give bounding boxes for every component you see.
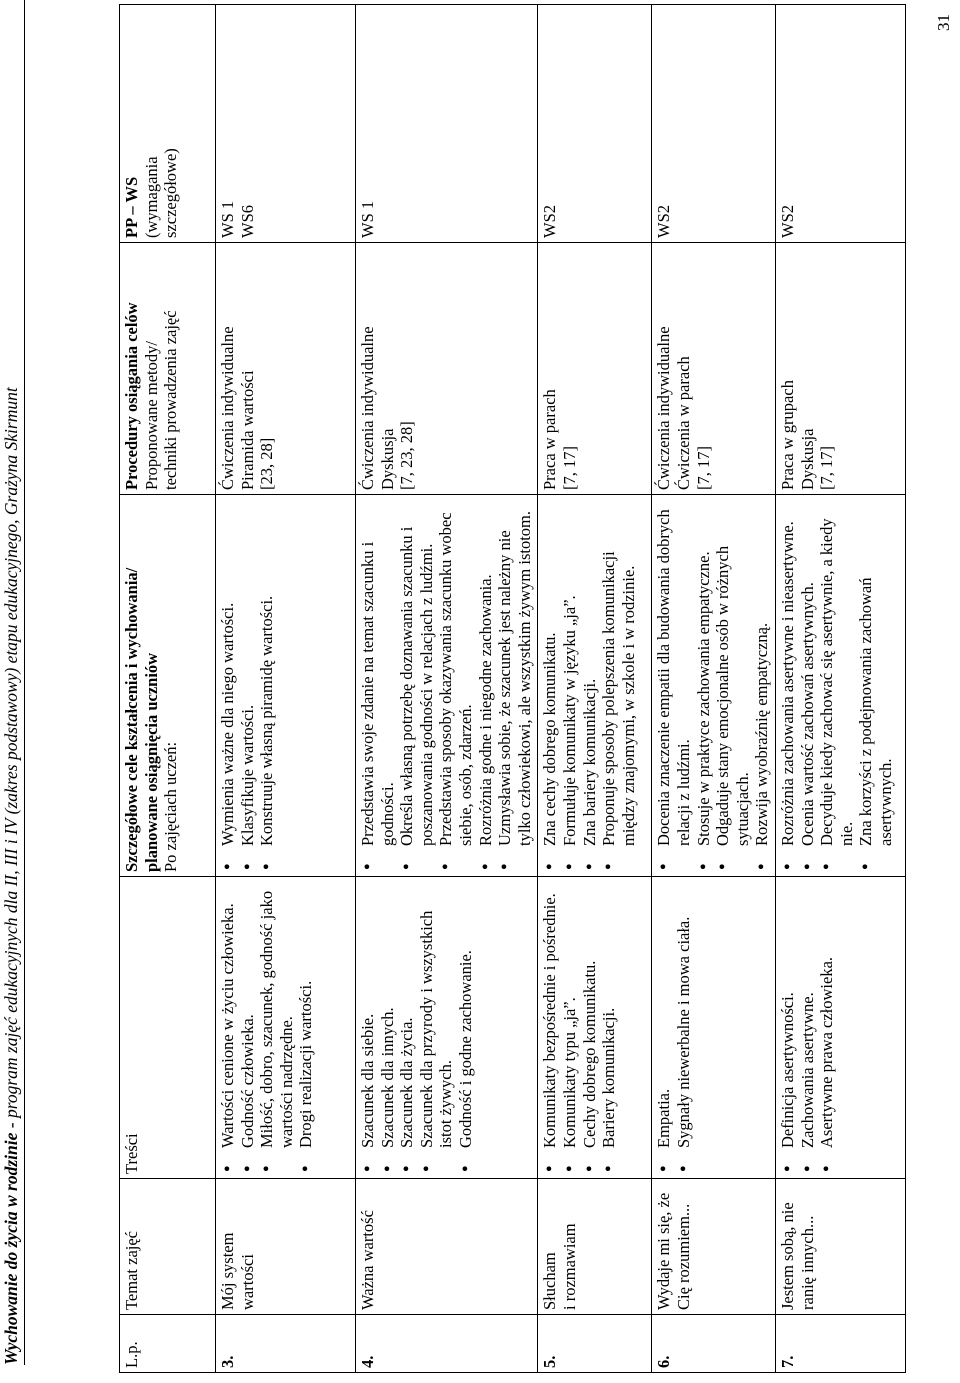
cell-procedures: Praca w grupach Dyskusja [7, 17] [775, 243, 905, 495]
table-row [356, 5, 538, 1373]
running-header [0, 0, 24, 1365]
col-header-procedures [120, 243, 216, 495]
cell-lp: 3. [216, 1315, 356, 1373]
content-list [654, 881, 693, 1174]
cell-procedures: Ćwiczenia indywidualne Dyskusja [7, 23, 28] [356, 243, 538, 495]
table-row [775, 5, 905, 1373]
goals-item: ● Docenia znaczenie empatii dla budowania dobrych relacji z ludźmi. [654, 499, 693, 872]
content-item: ● Definicja asertywności. [778, 881, 798, 1174]
cell-content [356, 877, 538, 1179]
content-item: ● Cechy dobrego komunikatu. [580, 881, 600, 1174]
goals-item: ● Ocenia wartość zachowań asertywnych. [798, 499, 818, 872]
cell-lp: 5. [538, 1315, 652, 1373]
content-item: ● Sygnały niewerbalne i mowa ciała. [674, 881, 694, 1174]
cell-procedures: Ćwiczenia indywidualne Ćwiczenia w parach [7, 17] [652, 243, 776, 495]
goals-item: ● Zna cechy dobrego komunikatu. [540, 499, 560, 872]
goals-item: ● Rozróżnia godne i niegodne zachowania. [476, 499, 496, 872]
cell-pp: WS 1 [356, 5, 538, 243]
cell-topic: Wydaje mi się, że Cię rozumiem... [652, 1179, 776, 1315]
goals-item: ● Określa własną potrzebę doznawania szacunku i poszanowania godności w relacjach z ludźmi. [397, 499, 436, 872]
col-header-goals [120, 495, 216, 877]
goals-item: ● Formułuje komunikaty w języku „ja”. [560, 499, 580, 872]
cell-topic: Mój system wartości [216, 1179, 356, 1315]
cell-topic: Słucham i rozmawiam [538, 1179, 652, 1315]
goals-list [358, 499, 534, 872]
content-item: ● Komunikaty bezpośrednie i pośrednie. [540, 881, 560, 1174]
content-item: ● Zachowania asertywne. [798, 881, 818, 1174]
content-item: ● Asertywne prawa człowieka. [817, 881, 837, 1174]
table-row [652, 5, 776, 1373]
col-header-pp [120, 5, 216, 243]
col-header-lp: L.p. [120, 1315, 216, 1373]
content-item: ● Szacunek dla innych. [378, 881, 398, 1174]
cell-goals [216, 495, 356, 877]
goals-list [654, 499, 772, 872]
goals-list [540, 499, 638, 872]
cell-procedures: Ćwiczenia indywidualne Piramida wartości [23, 28] [216, 243, 356, 495]
goals-item: ● Uzmysławia sobie, że szacunek jest należny nie tylko człowiekowi, ale wszystkim żywym istotom. [495, 499, 534, 872]
cell-topic: Jestem sobą, nie ranię innych... [775, 1179, 905, 1315]
header-title-bold: Wychowanie do życia w rodzinie [1, 1132, 21, 1365]
goals-item: ● Konstruuje własną piramidę wartości. [257, 499, 277, 872]
curriculum-table [119, 4, 906, 1373]
goals-header-line2: planowane osiągnięcia uczniów [141, 652, 161, 872]
content-item: ● Godność i godne zachowanie. [456, 881, 476, 1174]
goals-item: ● Decyduje kiedy zachować się asertywnie, a kiedy nie. [817, 499, 856, 872]
goals-item: ● Klasyfikuje wartości. [238, 499, 258, 872]
cell-goals [356, 495, 538, 877]
content-item: ● Szacunek dla przyrody i wszystkich istot żywych. [417, 881, 456, 1174]
header-title-rest: - program zajęć edukacyjnych dla II, III i IV (zakres podstawowy) etapu edukacyjnego, [1, 515, 21, 1133]
goals-item: ● Rozróżnia zachowania asertywne i nieasertywne. [778, 499, 798, 872]
cell-lp: 6. [652, 1315, 776, 1373]
table-body [216, 5, 906, 1373]
pp-header-line2: (wymagania [141, 156, 161, 238]
content-item: ● Szacunek dla życia. [397, 881, 417, 1174]
goals-list [778, 499, 896, 872]
cell-content [652, 877, 776, 1179]
content-item: ● Godność człowieka. [238, 881, 258, 1174]
procedures-header-line1: Procedury osiągania celów [122, 302, 141, 490]
cell-content [216, 877, 356, 1179]
goals-list [218, 499, 277, 872]
pp-header-line1: PP – WS [122, 176, 141, 238]
content-item: ● Miłość, dobro, szacunek, godność jako wartości nadrzędne. [257, 881, 296, 1174]
content-list [218, 881, 316, 1174]
goals-item: ● Proponuje sposoby polepszenia komunikacji między znajomymi, w szkole i w rodzinie. [599, 499, 638, 872]
cell-procedures: Praca w parach [7, 17] [538, 243, 652, 495]
content-item: ● Drogi realizacji wartości. [296, 881, 316, 1174]
goals-item: ● Zna bariery komunikacji. [580, 499, 600, 872]
goals-item: ● Zna korzyści z podejmowania zachowań asertywnych. [856, 499, 895, 872]
table-row [216, 5, 356, 1373]
cell-lp: 4. [356, 1315, 538, 1373]
cell-topic: Ważna wartość [356, 1179, 538, 1315]
cell-pp: WS2 [538, 5, 652, 243]
goals-item: ● Stosuje w praktyce zachowania empatyczne. [694, 499, 714, 872]
goals-item: ● Odgaduje stany emocjonalne osób w różnych sytuacjach. [713, 499, 752, 872]
cell-goals [652, 495, 776, 877]
header-author: Grażyna Skirmunt [1, 387, 21, 516]
goals-header-line3: Po zajęciach uczeń: [161, 741, 181, 872]
goals-item: ● Przedstawia sposoby okazywania szacunku wobec siebie, osób, zdarzeń. [436, 499, 475, 872]
procedures-header-line2: Proponowane metody/ [141, 341, 161, 490]
table-row [538, 5, 652, 1373]
content-item: ● Szacunek dla siebie. [358, 881, 378, 1174]
goals-item: ● Przedstawia swoje zdanie na temat szacunku i godności. [358, 499, 397, 872]
procedures-header-line3: techniki prowadzenia zajęć [161, 310, 181, 490]
content-item: ● Wartości cenione w życiu człowieka. [218, 881, 238, 1174]
cell-content [775, 877, 905, 1179]
content-item: ● Komunikaty typu „ja”. [560, 881, 580, 1174]
content-list [540, 881, 618, 1174]
pp-header-line3: szczegółowe) [161, 148, 181, 238]
content-item: ● Empatia. [654, 881, 674, 1174]
cell-pp: WS2 [775, 5, 905, 243]
goals-item: ● Rozwija wyobraźnię empatyczną. [752, 499, 772, 872]
col-header-topic: Temat zajęć [120, 1179, 216, 1315]
header-rule [24, 0, 25, 1365]
goals-header-line1: Szczegółowe cele kształcenia i wychowania/ [122, 567, 141, 872]
table-header-row [120, 5, 216, 1373]
content-list [778, 881, 837, 1174]
goals-item: ● Wymienia ważne dla niego wartości. [218, 499, 238, 872]
page-number: 31 [934, 14, 953, 31]
cell-pp: WS2 [652, 5, 776, 243]
content-list [358, 881, 476, 1174]
cell-goals [775, 495, 905, 877]
col-header-content: Treści [120, 877, 216, 1179]
cell-lp: 7. [775, 1315, 905, 1373]
cell-goals [538, 495, 652, 877]
cell-content [538, 877, 652, 1179]
content-item: ● Bariery komunikacji. [599, 881, 619, 1174]
cell-pp: WS 1 WS6 [216, 5, 356, 243]
